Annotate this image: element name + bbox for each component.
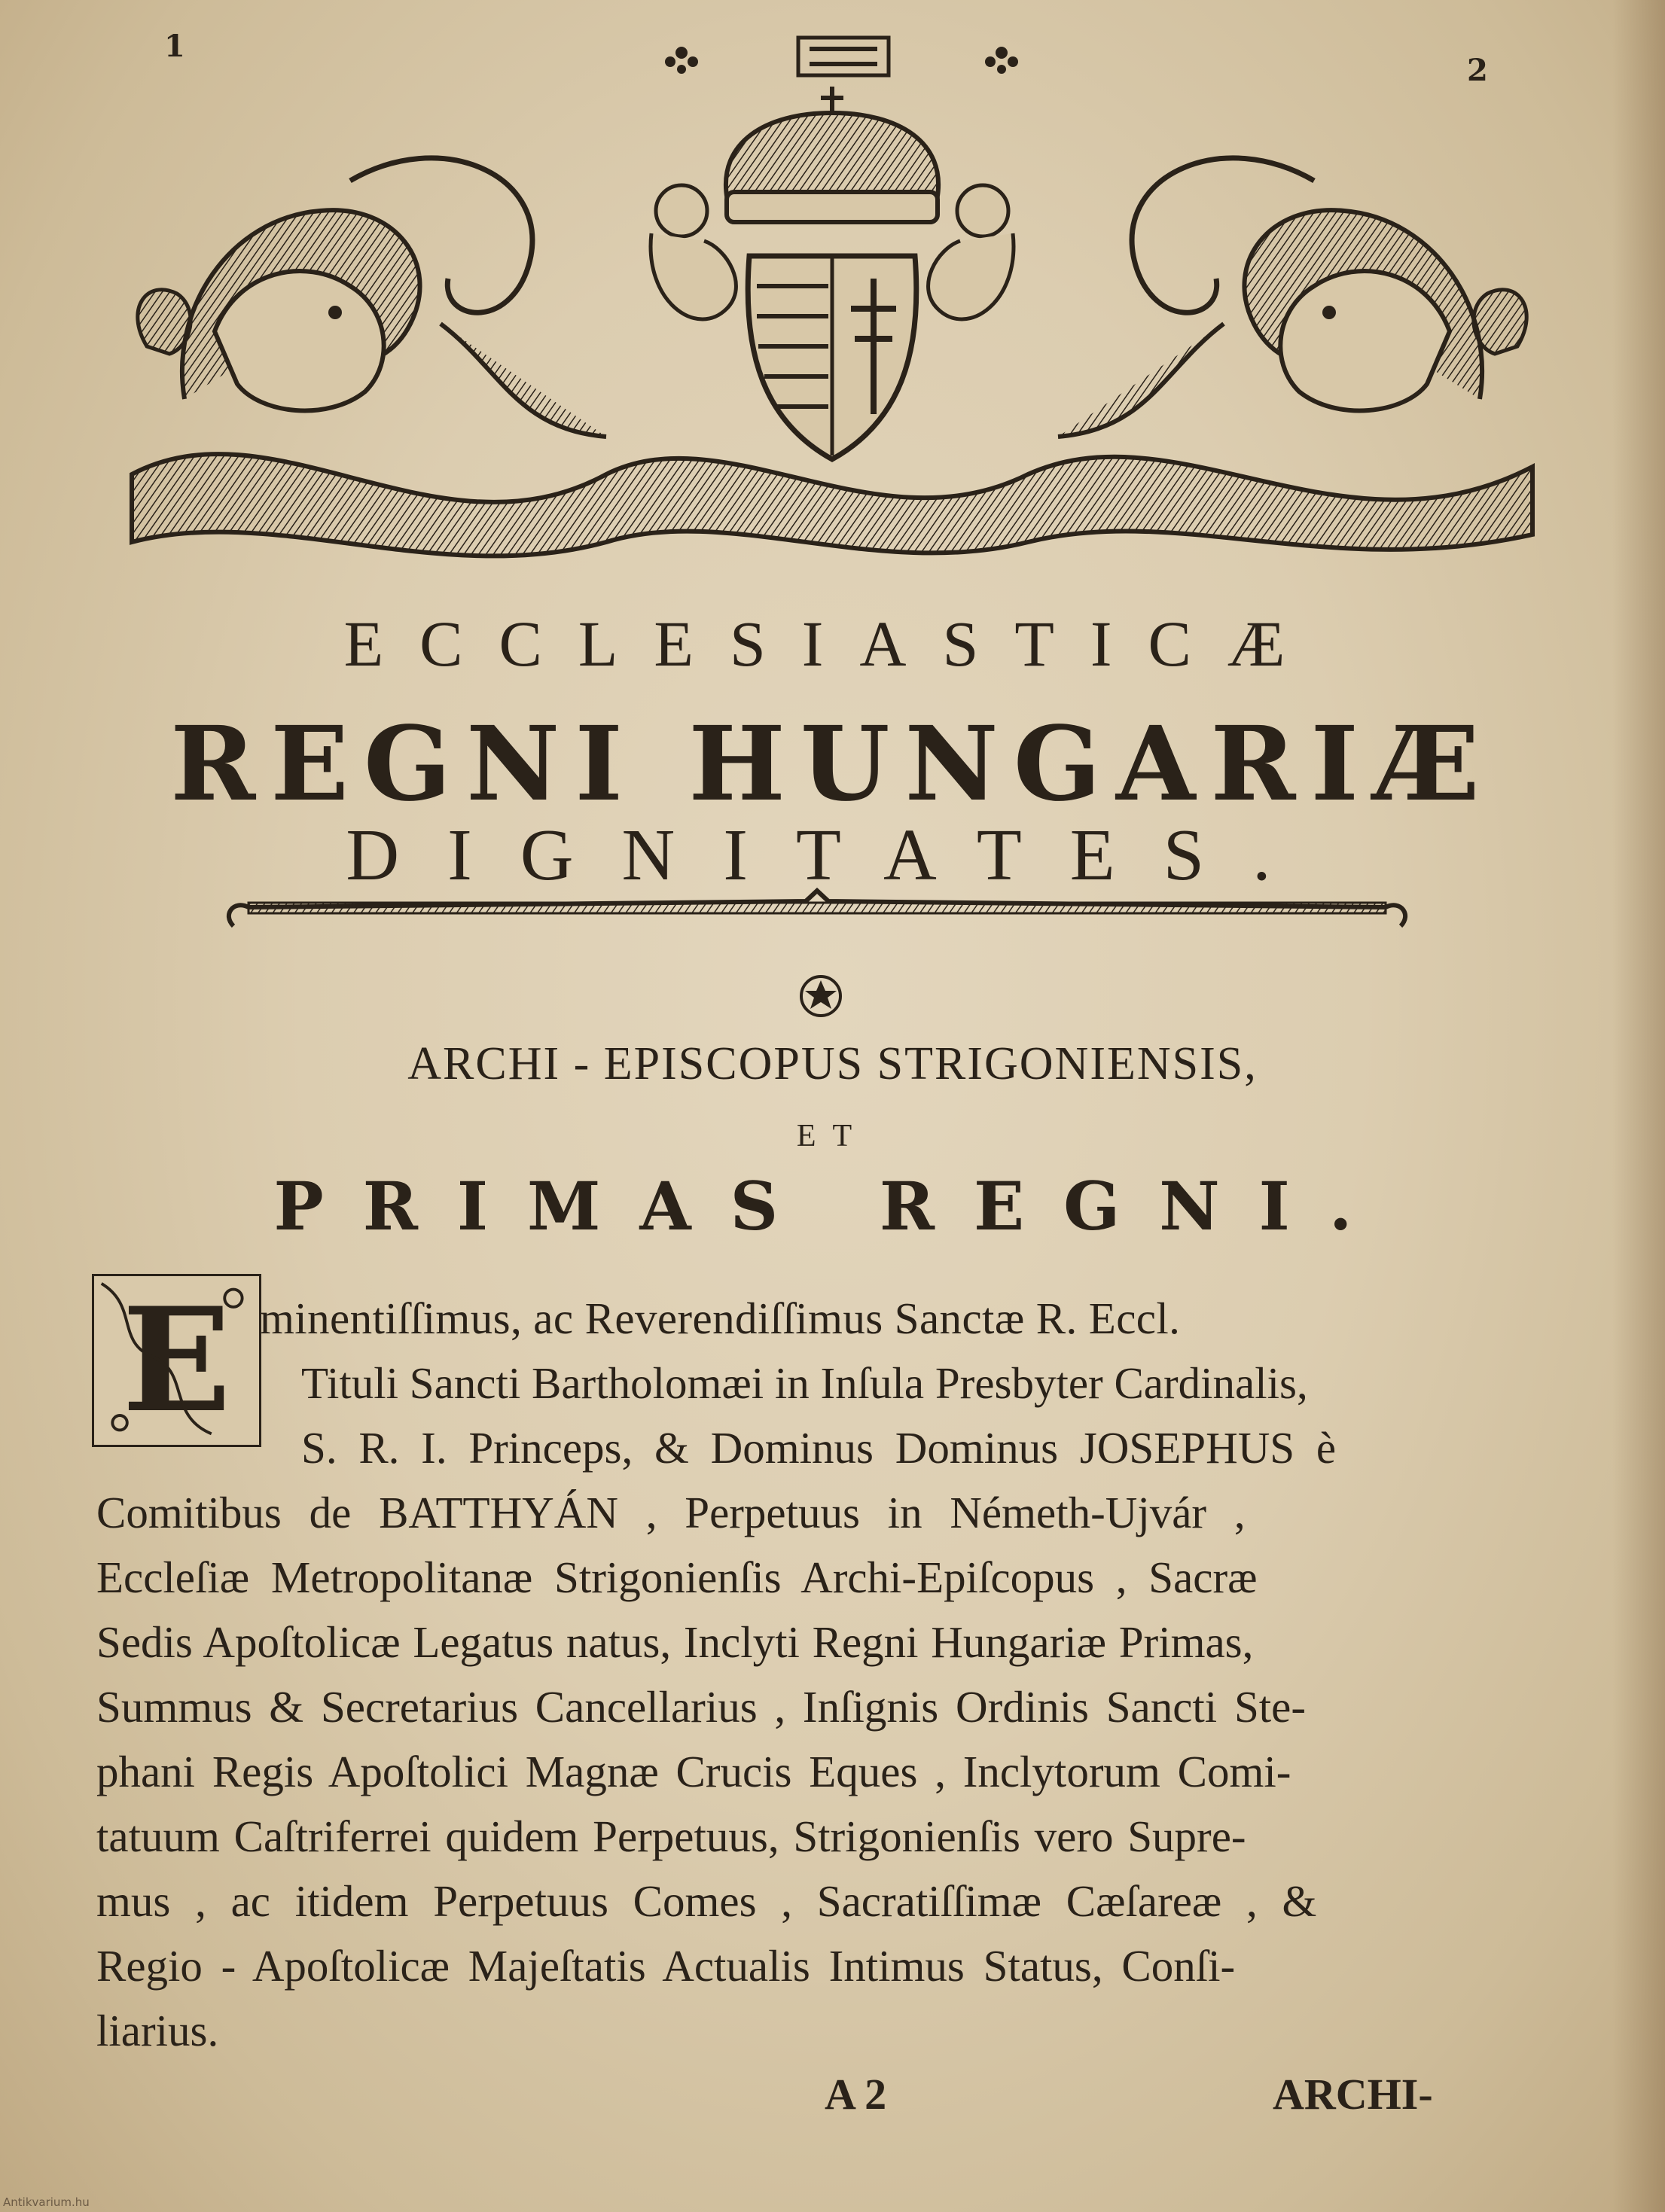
body-line: tatuum Caſtriferrei quidem Perpetuus, Strigonienſis vero Supre- (96, 1811, 1246, 1861)
fleuron-right-icon (985, 47, 1018, 74)
drop-cap (92, 1274, 261, 1447)
crown-icon (726, 87, 938, 222)
title-regni-hungariae: REGNI HUNGARIÆ (170, 704, 1495, 824)
cartouche-icon (798, 38, 889, 75)
heading-archi-episcopus: ARCHI - EPISCOPUS STRIGONIENSIS, (407, 1038, 1258, 1089)
top-ornaments (648, 30, 1039, 83)
watermark: Antikvarium.hu (3, 2195, 90, 2209)
body-line: Regio - Apoſtolicæ Majeſtatis Actualis Intimus Status, Conſi- (96, 1941, 1236, 1991)
body-line: phani Regis Apoſtolici Magnæ Crucis Eques , Inclytorum Comi- (96, 1747, 1291, 1796)
body-line: Comitibus de BATTHYÁN , Perpetuus in Németh-Ujvár , (96, 1488, 1246, 1537)
drop-cap-vine-icon (94, 1276, 259, 1445)
drop-cap-letter: E (122, 1276, 231, 1444)
body-line: Summus & Secretarius Cancellarius , Inſignis Ordinis Sancti Ste- (96, 1682, 1306, 1732)
body-line: Eccleſiæ Metropolitanæ Strigonienſis Archi-Epiſcopus , Sacræ (96, 1552, 1258, 1602)
woodcut-headpiece (124, 83, 1540, 565)
catchword: ARCHI- (1273, 2070, 1433, 2119)
body-line: S. R. I. Princeps, & Dominus Dominus JOSEPHUS è (301, 1423, 1337, 1473)
heading-primas-regni: PRIMAS REGNI. (273, 1167, 1392, 1245)
body-line: Sedis Apoſtolicæ Legatus natus, Inclyti Regni Hungariæ Primas, (96, 1617, 1254, 1667)
ornamental-rule (218, 885, 1416, 937)
body-line: Tituli Sancti Bartholomæi in Inſula Presbyter Cardinalis, (301, 1358, 1308, 1408)
folio-left: 1 (164, 29, 185, 64)
heading-et: ET (796, 1119, 869, 1153)
title-dignitates: DIGNITATES. (346, 815, 1319, 896)
body-line: mus , ac itidem Perpetuus Comes , Sacratiſſimæ Cæſareæ , & (96, 1876, 1317, 1926)
fleuron-left-icon (665, 47, 698, 74)
signature-mark: A 2 (825, 2070, 887, 2119)
body-line: minentiſſimus, ac Reverendiſſimus Sanctæ R. Eccl. (260, 1293, 1181, 1343)
title-ecclesiasticae: ECCLESIASTICÆ (343, 608, 1322, 680)
star-ornament-icon (794, 970, 847, 1022)
page-edge-shadow (1612, 0, 1665, 2212)
coat-of-arms-icon (748, 256, 916, 459)
body-line: liarius. (96, 2006, 219, 2055)
folio-right: 2 (1467, 53, 1488, 88)
